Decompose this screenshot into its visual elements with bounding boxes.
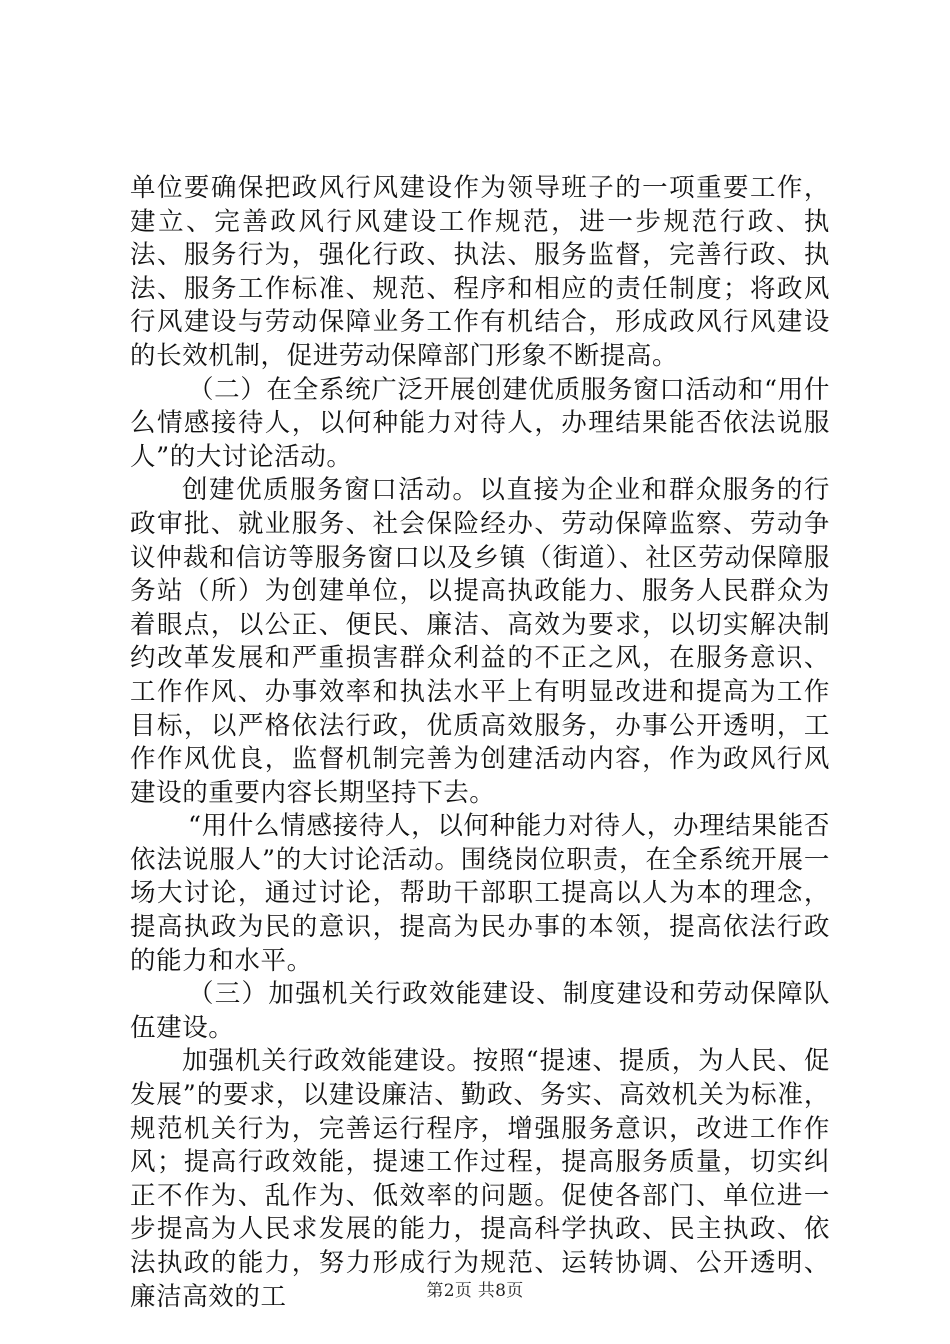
paragraph-continuation: 单位要确保把政风行风建设作为领导班子的一项重要工作，建立、完善政风行风建设工作规范，进一步规范行政、执法、服务行为，强化行政、执法、服务监督，完善行政、执法、服务工作标准、规范、程序和相应的责任制度；将政风行风建设与劳动保障业务工作有机结合，形成政风行风建设的长效机制，促进劳动保障部门形象不断提高。 [130,173,830,371]
paragraph-service-window: 创建优质服务窗口活动。以直接为企业和群众服务的行政审批、就业服务、社会保险经办、劳动保障监察、劳动争议仲裁和信访等服务窗口以及乡镇（街道）、社区劳动保障服务站（所）为创建单位，以提高执政能力、服务人民群众为着眼点，以公正、便民、廉洁、高效为要求，以切实解决制约改革发展和严重损害群众利益的不正之风，在服务意识、工作作风、办事效率和执法水平上有明显改进和提高为工作目标，以严格依法行政，优质高效服务，办事公开透明，工作作风优良，监督机制完善为创建活动内容，作为政风行风建设的重要内容长期坚持下去。 [130,475,830,808]
document-body [130,172,830,1314]
paragraph-section-three-heading: （三）加强机关行政效能建设、制度建设和劳动保障队伍建设。 [130,979,830,1043]
paragraph-efficiency-building: 加强机关行政效能建设。按照“提速、提质，为人民、促发展”的要求，以建设廉洁、勤政、务实、高效机关为标准，规范机关行为，完善运行程序，增强服务意识，改进工作作风；提高行政效能，提速工作过程，提高服务质量，切实纠正不作为、乱作为、低效率的问题。促使各部门、单位进一步提高为人民求发展的能力，提高科学执政、民主执政、依法执政的能力，努力形成行为规范、运转协调、公开透明、廉洁高效的工 [130,1046,830,1312]
paragraph-discussion-activity: “用什么情感接待人，以何种能力对待人，办理结果能否依法说服人”的大讨论活动。围绕岗位职责，在全系统开展一场大讨论，通过讨论，帮助干部职工提高以人为本的理念，提高执政为民的意识，提高为民办事的本领，提高依法行政的能力和水平。 [130,811,830,976]
paragraph-section-two-heading: （二）在全系统广泛开展创建优质服务窗口活动和“用什么情感接待人，以何种能力对待人，办理结果能否依法说服人”的大讨论活动。 [130,374,830,472]
page-number-footer: 第2页 共8页 [426,1281,524,1301]
